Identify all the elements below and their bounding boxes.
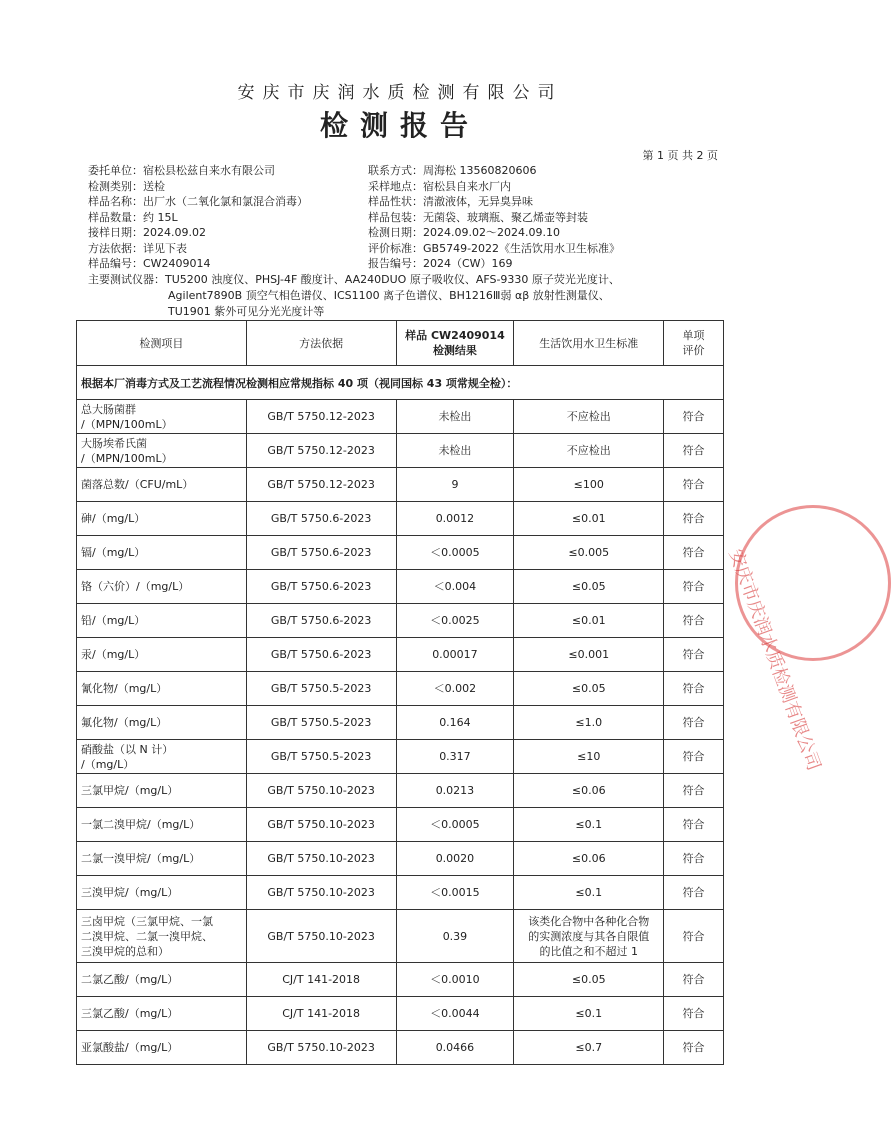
cell-method: GB/T 5750.6-2023	[246, 502, 396, 536]
results-table	[76, 320, 724, 1065]
cell-result: 0.39	[396, 910, 514, 963]
meta-field: 方法依据：详见下表	[88, 241, 187, 255]
cell-result: ＜0.0005	[396, 536, 514, 570]
cell-method: GB/T 5750.6-2023	[246, 536, 396, 570]
meta-field: 样品包装：无菌袋、玻璃瓶、聚乙烯壶等封装	[368, 210, 588, 224]
meta-row	[88, 210, 738, 226]
cell-result: ＜0.0015	[396, 876, 514, 910]
table-row	[77, 997, 724, 1031]
meta-field: 委托单位：宿松县松兹自来水有限公司	[88, 164, 275, 177]
cell-item: 三卤甲烷（三氯甲烷、一氯 二溴甲烷、二氯一溴甲烷、 三溴甲烷的总和）	[77, 910, 247, 963]
cell-evaluation: 符合	[664, 706, 724, 740]
cell-evaluation: 符合	[664, 502, 724, 536]
cell-result: 0.0213	[396, 774, 514, 808]
cell-method: GB/T 5750.5-2023	[246, 740, 396, 774]
cell-evaluation: 符合	[664, 468, 724, 502]
cell-evaluation: 符合	[664, 876, 724, 910]
cell-result: 0.317	[396, 740, 514, 774]
cell-standard: ≤0.01	[514, 502, 664, 536]
table-row	[77, 468, 724, 502]
cell-evaluation: 符合	[664, 808, 724, 842]
cell-standard: ≤10	[514, 740, 664, 774]
cell-result: ＜0.004	[396, 570, 514, 604]
cell-method: GB/T 5750.5-2023	[246, 706, 396, 740]
cell-item: 菌落总数/（CFU/mL）	[77, 468, 247, 502]
cell-result: ＜0.0010	[396, 963, 514, 997]
meta-row	[88, 194, 738, 210]
cell-standard: 该类化合物中各种化合物 的实测浓度与其各自限值 的比值之和不超过 1	[514, 910, 664, 963]
table-row	[77, 502, 724, 536]
cell-item: 三氯甲烷/（mg/L）	[77, 774, 247, 808]
cell-result: ＜0.0025	[396, 604, 514, 638]
instrument-line: 主要测试仪器：TU5200 浊度仪、PHSJ-4F 酸度计、AA240DUO 原子吸收仪、AFS-9330 原子荧光光度计、	[88, 273, 620, 286]
cell-item: 铬（六价）/（mg/L）	[77, 570, 247, 604]
cell-standard: ≤0.06	[514, 842, 664, 876]
table-row	[77, 604, 724, 638]
table-row	[77, 774, 724, 808]
meta-field: 接样日期：2024.09.02	[88, 226, 206, 239]
meta-row	[88, 225, 738, 241]
cell-item: 二氯一溴甲烷/（mg/L）	[77, 842, 247, 876]
section-label: 根据本厂消毒方式及工艺流程情况检测相应常规指标 40 项（视同国标 43 项常规全检）：	[77, 366, 724, 400]
cell-standard: ≤0.06	[514, 774, 664, 808]
cell-method: GB/T 5750.12-2023	[246, 468, 396, 502]
cell-result: 未检出	[396, 434, 514, 468]
table-row	[77, 400, 724, 434]
cell-method: GB/T 5750.10-2023	[246, 808, 396, 842]
cell-item: 氰化物/（mg/L）	[77, 672, 247, 706]
table-row	[77, 910, 724, 963]
cell-result: ＜0.0005	[396, 808, 514, 842]
meta-field: 联系方式：周海松 13560820606	[368, 164, 537, 177]
cell-item: 汞/（mg/L）	[77, 638, 247, 672]
cell-item: 三氯乙酸/（mg/L）	[77, 997, 247, 1031]
cell-method: GB/T 5750.5-2023	[246, 672, 396, 706]
meta-field: 样品编号：CW2409014	[88, 257, 211, 270]
cell-result: 0.164	[396, 706, 514, 740]
cell-evaluation: 符合	[664, 400, 724, 434]
cell-method: GB/T 5750.6-2023	[246, 604, 396, 638]
instrument-list	[88, 272, 688, 320]
cell-result: 0.00017	[396, 638, 514, 672]
meta-row	[88, 256, 738, 272]
cell-standard: 不应检出	[514, 434, 664, 468]
cell-standard: ≤100	[514, 468, 664, 502]
meta-field: 检测类别：送检	[88, 179, 165, 193]
table-row	[77, 536, 724, 570]
cell-result: ＜0.002	[396, 672, 514, 706]
cell-method: CJ/T 141-2018	[246, 963, 396, 997]
cell-item: 硝酸盐（以 N 计） /（mg/L）	[77, 740, 247, 774]
cell-item: 砷/（mg/L）	[77, 502, 247, 536]
instrument-line: Agilent7890B 顶空气相色谱仪、ICS1100 离子色谱仪、BH1216Ⅲ弱 αβ 放射性测量仪、	[168, 289, 610, 302]
table-row	[77, 638, 724, 672]
cell-evaluation: 符合	[664, 604, 724, 638]
cell-item: 大肠埃希氏菌 /（MPN/100mL）	[77, 434, 247, 468]
cell-standard: ≤0.001	[514, 638, 664, 672]
cell-method: GB/T 5750.10-2023	[246, 910, 396, 963]
cell-item: 一氯二溴甲烷/（mg/L）	[77, 808, 247, 842]
table-row	[77, 808, 724, 842]
table-row	[77, 740, 724, 774]
cell-method: CJ/T 141-2018	[246, 997, 396, 1031]
cell-result: 未检出	[396, 400, 514, 434]
table-row	[77, 1031, 724, 1065]
cell-method: GB/T 5750.10-2023	[246, 842, 396, 876]
cell-result: 0.0020	[396, 842, 514, 876]
cell-standard: ≤0.1	[514, 997, 664, 1031]
table-row	[77, 876, 724, 910]
table-row	[77, 963, 724, 997]
cell-standard: ≤1.0	[514, 706, 664, 740]
meta-row	[88, 241, 738, 257]
instrument-line: TU1901 紫外可见分光光度计等	[168, 305, 325, 318]
cell-item: 总大肠菌群 /（MPN/100mL）	[77, 400, 247, 434]
table-row	[77, 672, 724, 706]
table-header-row	[77, 321, 724, 366]
meta-field: 采样地点：宿松县自来水厂内	[368, 179, 511, 193]
meta-row	[88, 163, 738, 179]
cell-item: 氟化物/（mg/L）	[77, 706, 247, 740]
report-title: 检测报告	[319, 109, 480, 142]
page-indicator: 第 1 页 共 2 页	[642, 149, 718, 162]
cell-evaluation: 符合	[664, 963, 724, 997]
cell-standard: ≤0.005	[514, 536, 664, 570]
cell-method: GB/T 5750.6-2023	[246, 570, 396, 604]
cell-evaluation: 符合	[664, 1031, 724, 1065]
cell-result: 0.0012	[396, 502, 514, 536]
meta-row	[88, 179, 738, 195]
cell-item: 镉/（mg/L）	[77, 536, 247, 570]
header-result: 样品 CW2409014 检测结果	[396, 321, 514, 366]
cell-evaluation: 符合	[664, 570, 724, 604]
cell-evaluation: 符合	[664, 672, 724, 706]
cell-item: 亚氯酸盐/（mg/L）	[77, 1031, 247, 1065]
sample-info	[88, 163, 738, 272]
cell-evaluation: 符合	[664, 774, 724, 808]
header-item: 检测项目	[77, 321, 247, 366]
cell-result: 0.0466	[396, 1031, 514, 1065]
cell-result: ＜0.0044	[396, 997, 514, 1031]
meta-field: 样品性状：清澈液体，无异臭异味	[368, 195, 533, 208]
cell-method: GB/T 5750.10-2023	[246, 876, 396, 910]
cell-evaluation: 符合	[664, 997, 724, 1031]
table-row	[77, 570, 724, 604]
meta-field: 评价标准：GB5749-2022《生活饮用水卫生标准》	[368, 241, 621, 255]
meta-field: 检测日期：2024.09.02～2024.09.10	[368, 226, 560, 239]
header-method: 方法依据	[246, 321, 396, 366]
meta-field: 样品名称：出厂水（二氧化氯和氯混合消毒）	[88, 195, 308, 208]
header-standard: 生活饮用水卫生标准	[514, 321, 664, 366]
cell-standard: ≤0.05	[514, 570, 664, 604]
table-row	[77, 842, 724, 876]
cell-result: 9	[396, 468, 514, 502]
cell-method: GB/T 5750.6-2023	[246, 638, 396, 672]
cell-evaluation: 符合	[664, 842, 724, 876]
cell-item: 铅/（mg/L）	[77, 604, 247, 638]
cell-standard: ≤0.1	[514, 808, 664, 842]
cell-standard: ≤0.05	[514, 672, 664, 706]
cell-item: 三溴甲烷/（mg/L）	[77, 876, 247, 910]
cell-standard: ≤0.01	[514, 604, 664, 638]
cell-standard: 不应检出	[514, 400, 664, 434]
section-row	[77, 366, 724, 400]
cell-evaluation: 符合	[664, 740, 724, 774]
cell-evaluation: 符合	[664, 910, 724, 963]
cell-evaluation: 符合	[664, 536, 724, 570]
cell-standard: ≤0.05	[514, 963, 664, 997]
company-name: 安庆市庆润水质检测有限公司	[237, 83, 563, 103]
table-row	[77, 434, 724, 468]
cell-item: 二氯乙酸/（mg/L）	[77, 963, 247, 997]
meta-field: 报告编号：2024（CW）169	[368, 257, 513, 270]
cell-evaluation: 符合	[664, 434, 724, 468]
cell-method: GB/T 5750.10-2023	[246, 774, 396, 808]
cell-method: GB/T 5750.12-2023	[246, 434, 396, 468]
cell-standard: ≤0.1	[514, 876, 664, 910]
seal-text: 安庆市庆润水质检测有限公司	[724, 546, 825, 774]
table-row	[77, 706, 724, 740]
cell-method: GB/T 5750.12-2023	[246, 400, 396, 434]
cell-evaluation: 符合	[664, 638, 724, 672]
meta-field: 样品数量：约 15L	[88, 210, 178, 224]
header-evaluation: 单项 评价	[664, 321, 724, 366]
cell-method: GB/T 5750.10-2023	[246, 1031, 396, 1065]
cell-standard: ≤0.7	[514, 1031, 664, 1065]
